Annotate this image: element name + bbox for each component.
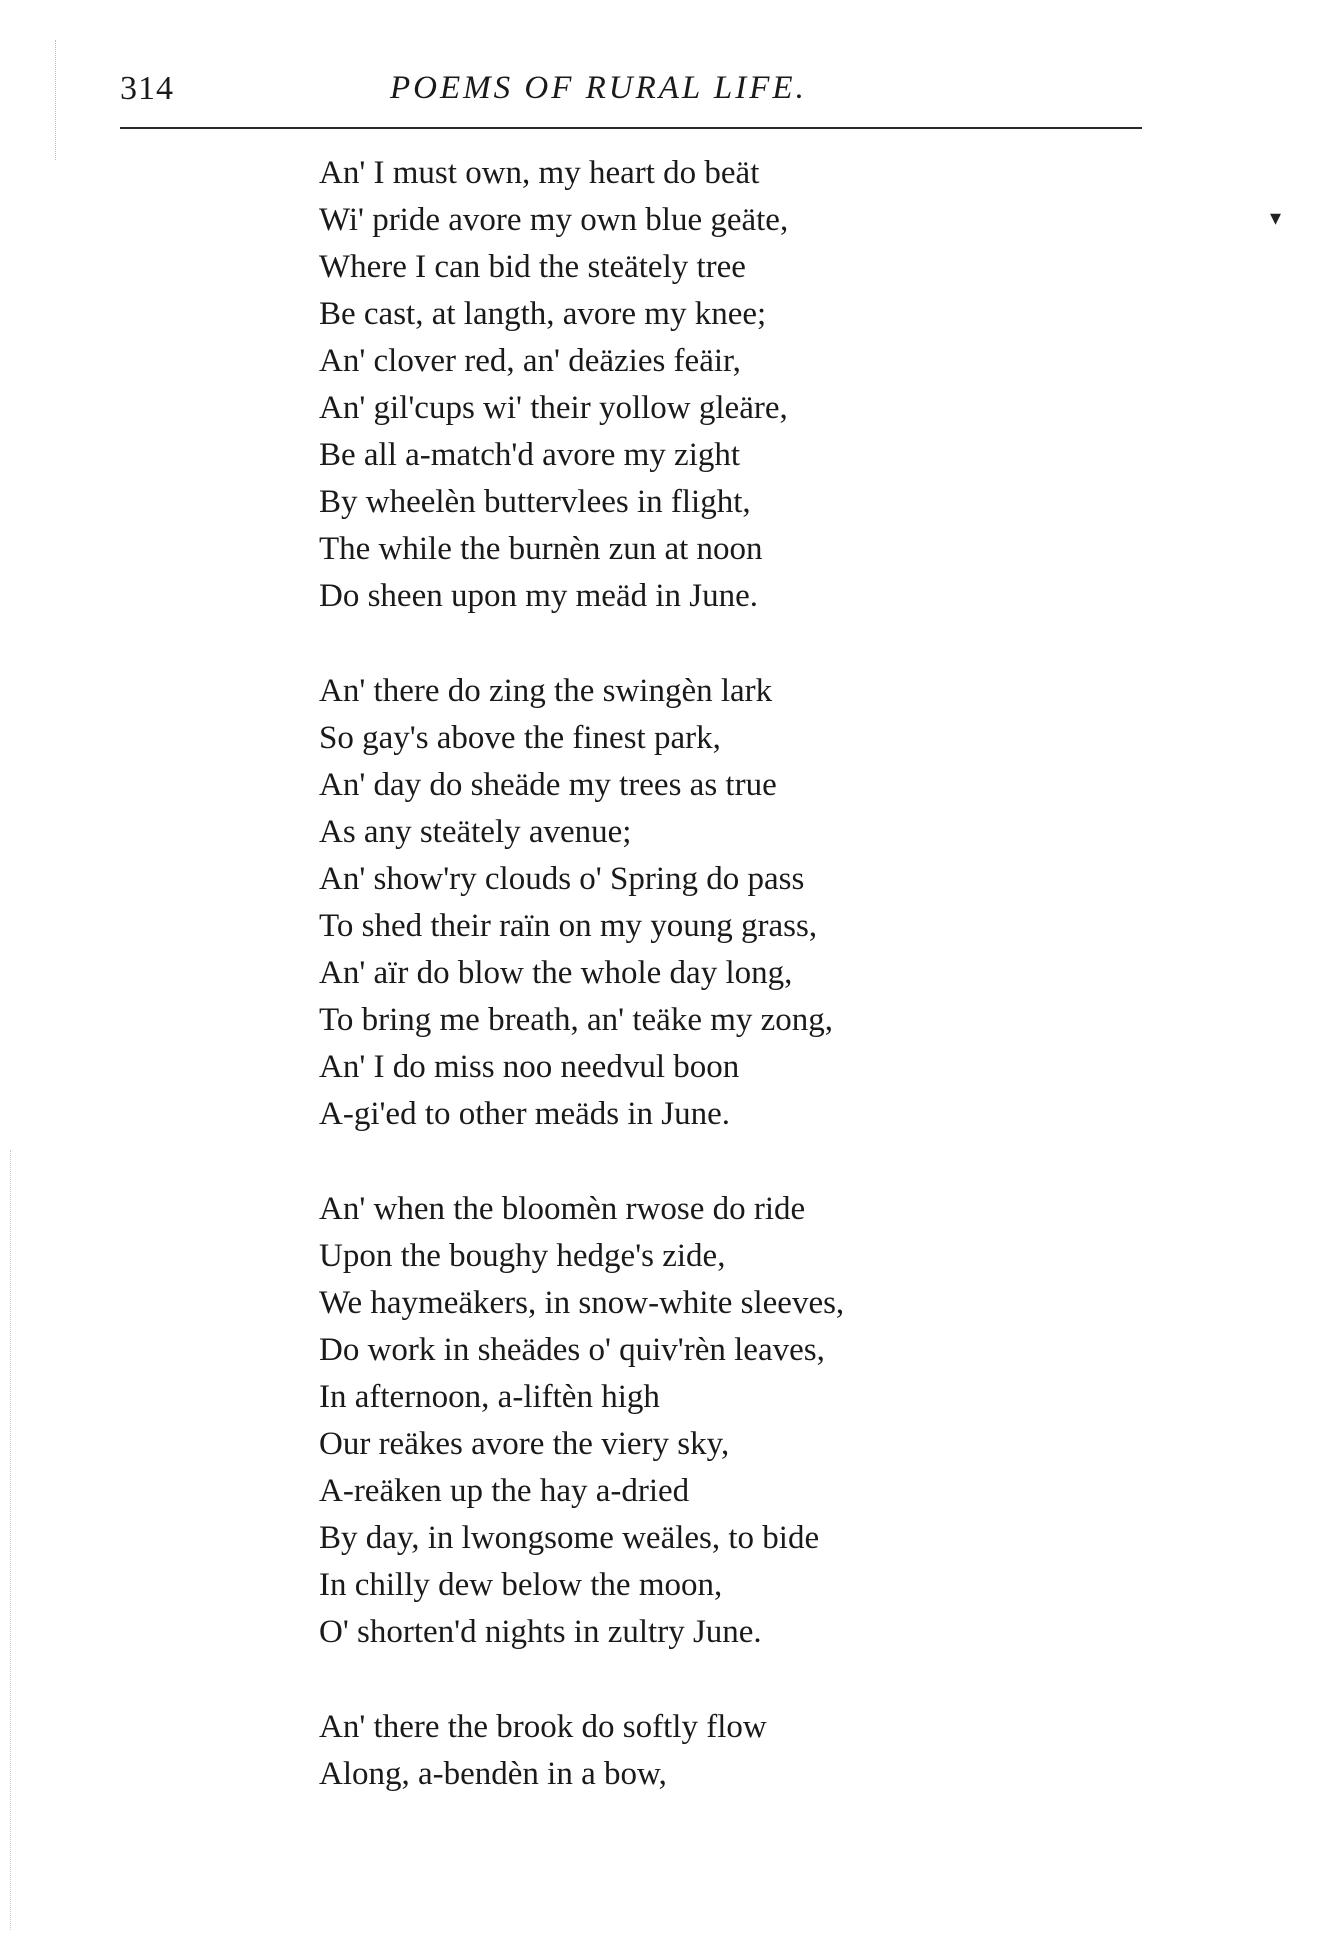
poem-line: By day, in lwongsome weäles, to bide [319, 1520, 820, 1556]
poem-line: An' clover red, an' deäzies feäir, [319, 343, 741, 379]
poem-line: To shed their raïn on my young grass, [319, 908, 818, 944]
poem-line: An' there do zing the swingèn lark [319, 673, 773, 709]
poem-line: Along, a-bendèn in a bow, [319, 1756, 667, 1792]
poem-line: The while the burnèn zun at noon [319, 531, 763, 567]
poem-line: An' aïr do blow the whole day long, [319, 955, 793, 991]
poem-line: To bring me breath, an' teäke my zong, [319, 1002, 834, 1038]
poem-line: By wheelèn buttervlees in flight, [319, 484, 751, 520]
gutter-mark [10, 1150, 11, 1930]
poem-line: Do work in sheädes o' quiv'rèn leaves, [319, 1332, 825, 1368]
poem-line: O' shorten'd nights in zultry June. [319, 1614, 762, 1650]
poem-line: In afternoon, a-liftèn high [319, 1379, 660, 1415]
poem-line: Be cast, at langth, avore my knee; [319, 296, 767, 332]
poem-line: Our reäkes avore the viery sky, [319, 1426, 730, 1462]
stanza-2 [319, 668, 1219, 1138]
poem-line: As any steätely avenue; [319, 814, 632, 850]
margin-mark [55, 40, 56, 160]
ink-speck: ▾ [1270, 205, 1282, 230]
header-rule [120, 127, 1142, 129]
poem-body [319, 150, 1219, 1846]
poem-line: Wi' pride avore my own blue geäte, [319, 202, 789, 238]
poem-line: An' show'ry clouds o' Spring do pass [319, 861, 805, 897]
page-header [0, 0, 1318, 140]
poem-line: Be all a-match'd avore my zight [319, 437, 741, 473]
poem-line: Upon the boughy hedge's zide, [319, 1238, 726, 1274]
poem-line: An' I do miss noo needvul boon [319, 1049, 740, 1085]
running-title: POEMS OF RURAL LIFE. [390, 70, 807, 106]
poem-line: We haymeäkers, in snow-white sleeves, [319, 1285, 845, 1321]
poem-line: So gay's above the finest park, [319, 720, 721, 756]
poem-line: A-gi'ed to other meäds in June. [319, 1096, 731, 1132]
poem-line: An' I must own, my heart do beät [319, 155, 760, 191]
poem-line: An' gil'cups wi' their yollow gleäre, [319, 390, 788, 426]
poem-line: In chilly dew below the moon, [319, 1567, 723, 1603]
poem-line: Do sheen upon my meäd in June. [319, 578, 759, 614]
stanza-1 [319, 150, 1219, 620]
poem-line: An' day do sheäde my trees as true [319, 767, 777, 803]
stanza-3 [319, 1186, 1219, 1656]
poem-line: A-reäken up the hay a-dried [319, 1473, 690, 1509]
page-number: 314 [120, 70, 174, 107]
poem-line: An' there the brook do softly flow [319, 1709, 767, 1745]
poem-line: An' when the bloomèn rwose do ride [319, 1191, 806, 1227]
poem-line: Where I can bid the steätely tree [319, 249, 746, 285]
stanza-4 [319, 1704, 1219, 1798]
